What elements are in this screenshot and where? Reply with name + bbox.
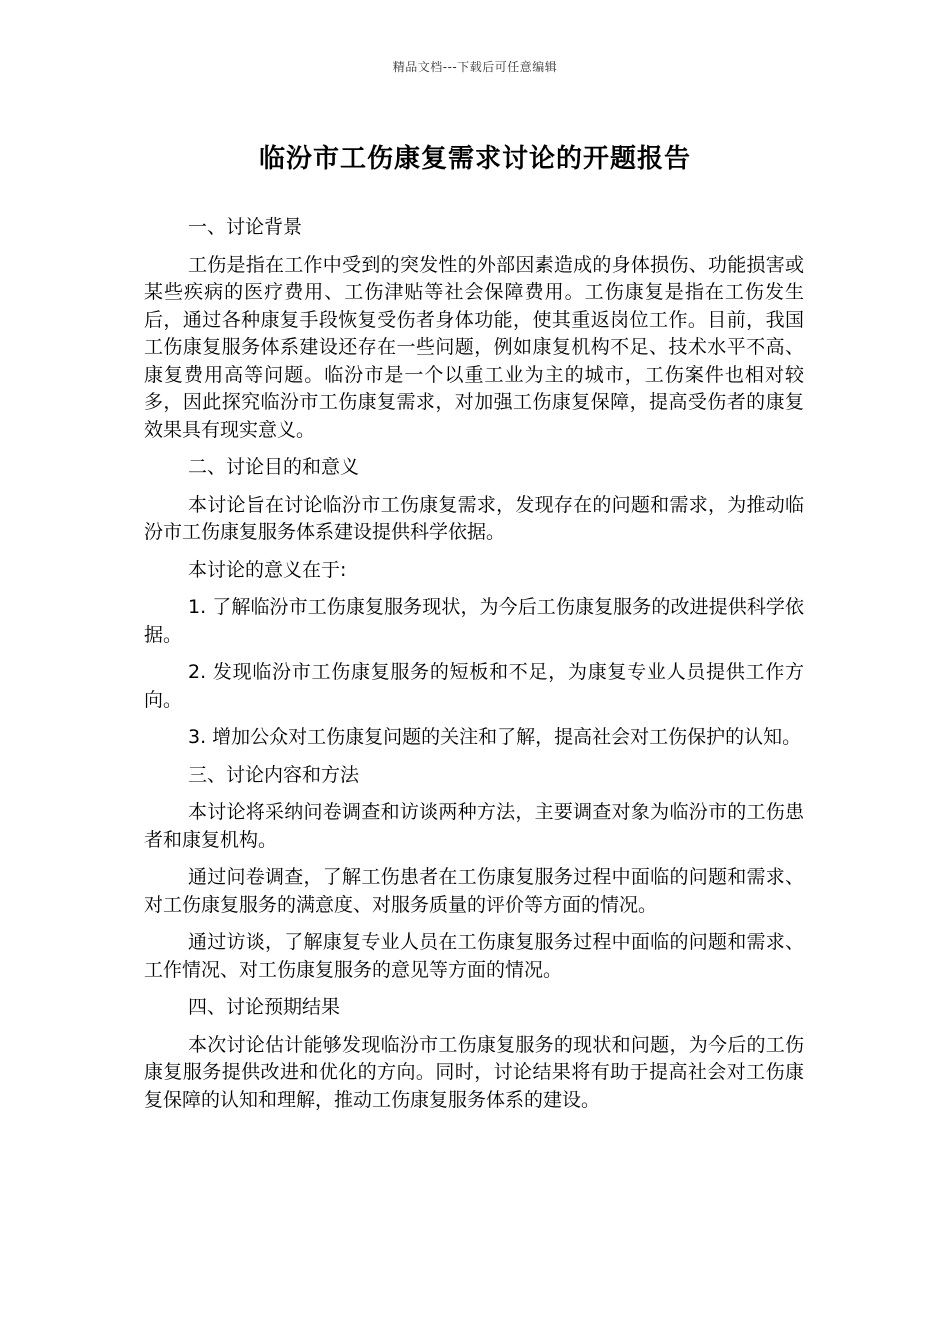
paragraph: 通过问卷调查，了解工伤患者在工伤康复服务过程中面临的问题和需求、对工伤康复服务的满意度、对服务质量的评价等方面的情况。 (144, 866, 804, 916)
list-item: 2. 发现临汾市工伤康复服务的短板和不足，为康复专业人员提供工作方向。 (144, 661, 804, 711)
paragraph: 工伤是指在工作中受到的突发性的外部因素造成的身体损伤、功能损害或某些疾病的医疗费用、工伤津贴等社会保障费用。工伤康复是指在工伤发生后，通过各种康复手段恢复受伤者身体功能，使其重返岗位工作。目前，我国工伤康复服务体系建设还存在一些问题，例如康复机构不足、技术水平不高、康复费用高等问题。临汾市是一个以重工业为主的城市，工伤案件也相对较多，因此探究临汾市工伤康复需求，对加强工伤康复保障，提高受伤者的康复效果具有现实意义。 (144, 253, 804, 441)
list-item: 3. 增加公众对工伤康复问题的关注和了解，提高社会对工伤保护的认知。 (188, 726, 802, 748)
paragraph: 本讨论将采纳问卷调查和访谈两种方法，主要调查对象为临汾市的工伤患者和康复机构。 (144, 801, 804, 851)
list-item: 1. 了解临汾市工伤康复服务现状，为今后工伤康复服务的改进提供科学依据。 (144, 596, 804, 646)
paragraph: 本讨论旨在讨论临汾市工伤康复需求，发现存在的问题和需求，为推动临汾市工伤康复服务体系建设提供科学依据。 (144, 493, 804, 543)
section-heading-results: 四、讨论预期结果 (188, 996, 341, 1018)
document-body (144, 214, 804, 1124)
header-note: 精品文档---下载后可任意编辑 (392, 60, 558, 74)
section-heading-background: 一、讨论背景 (188, 216, 303, 238)
section-heading-purpose: 二、讨论目的和意义 (188, 456, 360, 478)
paragraph: 通过访谈，了解康复专业人员在工伤康复服务过程中面临的问题和需求、工作情况、对工伤康复服务的意见等方面的情况。 (144, 931, 804, 981)
document-title: 临汾市工伤康复需求讨论的开题报告 (258, 144, 691, 174)
paragraph: 本讨论的意义在于: (188, 558, 347, 581)
section-heading-methods: 三、讨论内容和方法 (188, 763, 360, 786)
paragraph: 本次讨论估计能够发现临汾市工伤康复服务的现状和问题，为今后的工伤康复服务提供改进和优化的方向。同时，讨论结果将有助于提高社会对工伤康复保障的认知和理解，推动工伤康复服务体系的建设。 (144, 1033, 804, 1111)
